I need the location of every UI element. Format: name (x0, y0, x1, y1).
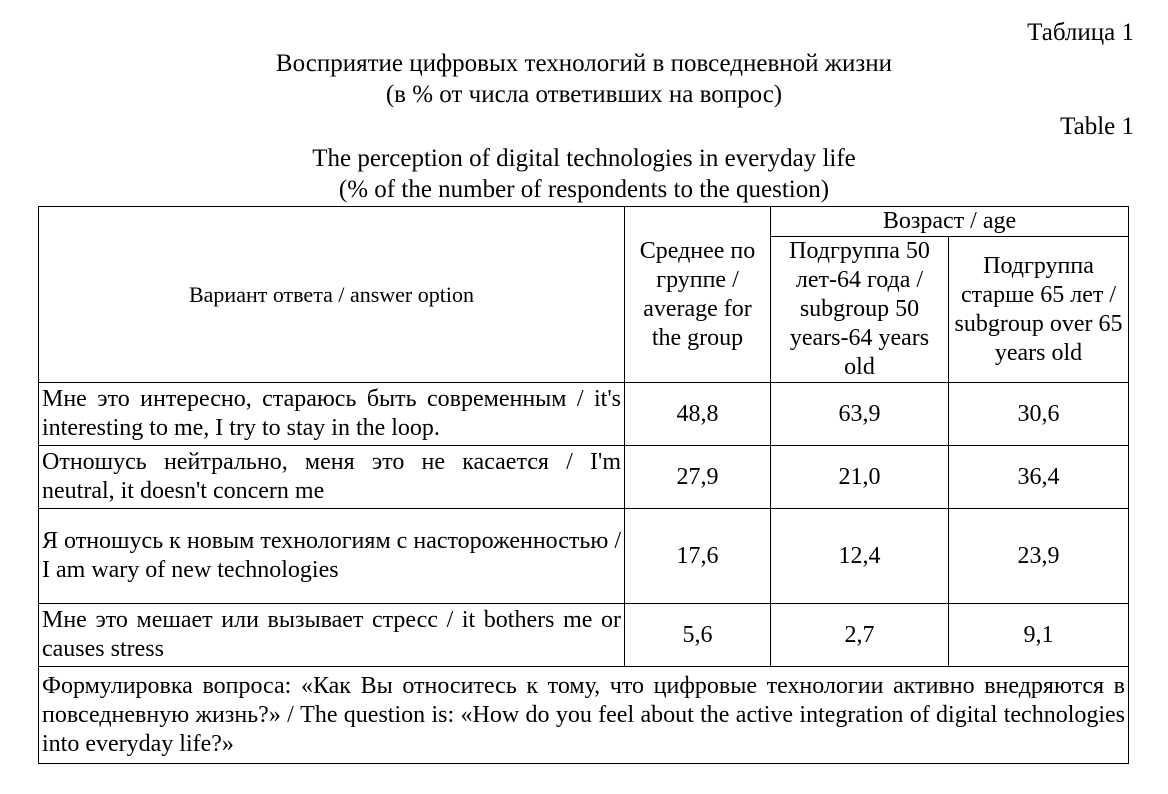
table-label-en: Table 1 (1060, 113, 1134, 140)
table-row (39, 383, 1129, 446)
table-title-en (0, 143, 1168, 205)
average-cell: 27,9 (625, 446, 771, 509)
table-title-en-line2: (% of the number of respondents to the question) (338, 176, 830, 203)
question-wording-note: Формулировка вопроса: «Как Вы относитесь к тому, что цифровые технологии активно внедряются в повседневную жизнь?» / The question is: «How do you feel about the active integration of digital technologies into everyday life?» (39, 667, 1129, 764)
average-cell: 17,6 (625, 509, 771, 604)
subgroup-50-64-cell: 12,4 (771, 509, 949, 604)
table-title-ru-line1: Восприятие цифровых технологий в повседневной жизни (275, 50, 893, 77)
answer-option-cell: Я отношусь к новым технологиям с настороженностью / I am wary of new technologies (39, 509, 625, 604)
table-header-row (39, 207, 1129, 237)
data-table (38, 206, 1129, 764)
table-row (39, 446, 1129, 509)
subgroup-50-64-cell: 63,9 (771, 383, 949, 446)
subgroup-50-64-cell: 2,7 (771, 604, 949, 667)
subgroup-over-65-cell: 30,6 (949, 383, 1129, 446)
answer-option-cell: Отношусь нейтрально, меня это не касается / I'm neutral, it doesn't concern me (39, 446, 625, 509)
subgroup-50-64-cell: 21,0 (771, 446, 949, 509)
table-title-ru (0, 48, 1168, 110)
subgroup-over-65-cell: 36,4 (949, 446, 1129, 509)
subgroup-over-65-cell: 9,1 (949, 604, 1129, 667)
table-title-en-line1: The perception of digital technologies in everyday life (312, 145, 856, 172)
table-row (39, 604, 1129, 667)
table-row (39, 509, 1129, 604)
average-cell: 5,6 (625, 604, 771, 667)
header-average: Среднее по группе / average for the group (625, 207, 771, 383)
answer-option-cell: Мне это интересно, стараюсь быть современным / it's interesting to me, I try to stay in the loop. (39, 383, 625, 446)
header-age: Возраст / age (771, 207, 1129, 237)
average-cell: 48,8 (625, 383, 771, 446)
table-title-ru-line2: (в % от числа ответивших на вопрос) (385, 81, 783, 108)
header-subgroup-over-65: Подгруппа старше 65 лет / subgroup over 65 years old (949, 237, 1129, 383)
header-subgroup-50-64: Подгруппа 50 лет-64 года / subgroup 50 years-64 years old (771, 237, 949, 383)
table-label-ru: Таблица 1 (1027, 19, 1134, 46)
subgroup-over-65-cell: 23,9 (949, 509, 1129, 604)
header-answer-option: Вариант ответа / answer option (39, 207, 625, 383)
answer-option-cell: Мне это мешает или вызывает стресс / it bothers me or causes stress (39, 604, 625, 667)
table-footnote-row (39, 667, 1129, 764)
